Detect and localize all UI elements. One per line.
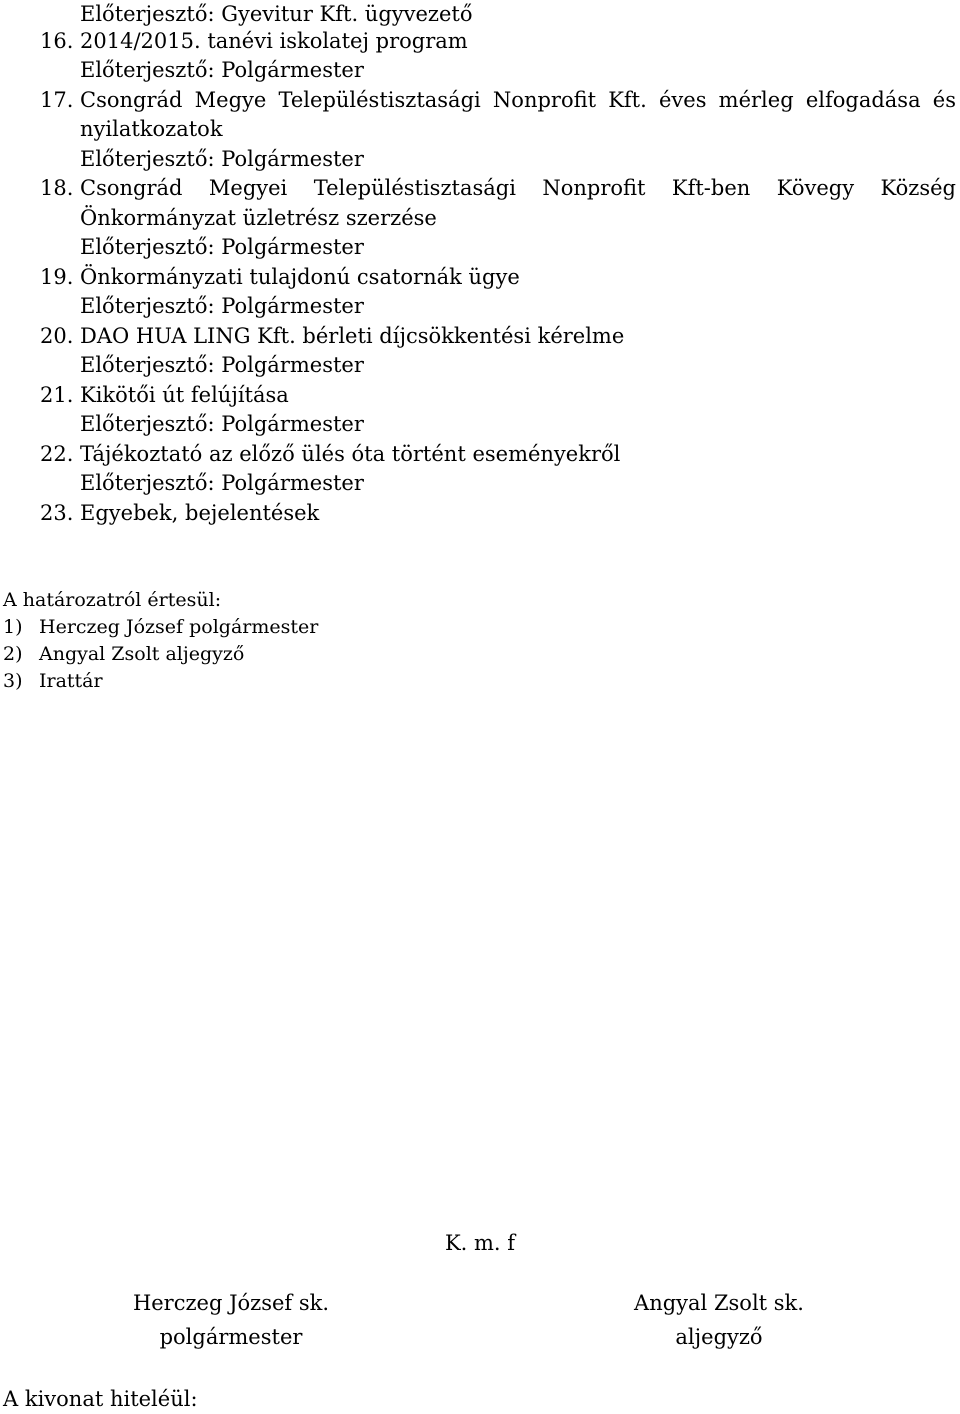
presenter-line: Előterjesztő: Polgármester [80,147,364,171]
agenda-item-title: 2014/2015. tanévi iskolatej program [80,29,468,53]
notification-heading: A határozatról értesül: [3,589,222,611]
certified-label: A kivonat hiteléül: [3,1387,198,1411]
agenda-item-title: Kikötői út felújítása [80,383,289,407]
agenda-item-number: 18. [40,176,74,200]
agenda-item-title: DAO HUA LING Kft. bérleti díjcsökkentési kérelme [80,324,625,348]
km-label: K. m. f [444,1231,516,1255]
agenda-item-number: 21. [40,383,74,407]
agenda-item-title: Egyebek, bejelentések [80,501,320,525]
presenter-line: Előterjesztő: Polgármester [80,58,364,82]
agenda-item-number: 23. [40,501,74,525]
recipient-item: 1) Herczeg József polgármester [3,616,319,638]
recipient-item: 3) Irattár [3,670,103,692]
agenda-item-title: Csongrád Megye Településtisztasági Nonprofit Kft. éves mérleg elfogadása és [80,88,956,112]
presenter-line: Előterjesztő: Polgármester [80,471,364,495]
agenda-item-number: 16. [40,29,74,53]
agenda-item-title: Csongrád Megyei Településtisztasági Nonprofit Kft-ben Kövegy Község [80,176,956,200]
recipient-item: 2) Angyal Zsolt aljegyző [3,643,245,665]
right-signatory-title: aljegyző [675,1325,763,1349]
left-signatory-title: polgármester [159,1325,303,1349]
agenda-item-title-continued: Önkormányzat üzletrész szerzése [80,206,437,230]
presenter-line: Előterjesztő: Polgármester [80,294,364,318]
presenter-line: Előterjesztő: Polgármester [80,235,364,259]
agenda-item-number: 17. [40,88,74,112]
agenda-item-title: Önkormányzati tulajdonú csatornák ügye [80,265,520,289]
agenda-item-number: 20. [40,324,74,348]
presenter-line: Előterjesztő: Polgármester [80,412,364,436]
left-signatory-name: Herczeg József sk. [132,1291,330,1315]
agenda-item-number: 22. [40,442,74,466]
agenda-item-title: Tájékoztató az előző ülés óta történt eseményekről [80,442,621,466]
agenda-item-title-continued: nyilatkozatok [80,117,223,141]
presenter-line: Előterjesztő: Gyevitur Kft. ügyvezető [80,2,473,26]
right-signatory-name: Angyal Zsolt sk. [634,1291,804,1315]
presenter-line: Előterjesztő: Polgármester [80,353,364,377]
agenda-item-number: 19. [40,265,74,289]
